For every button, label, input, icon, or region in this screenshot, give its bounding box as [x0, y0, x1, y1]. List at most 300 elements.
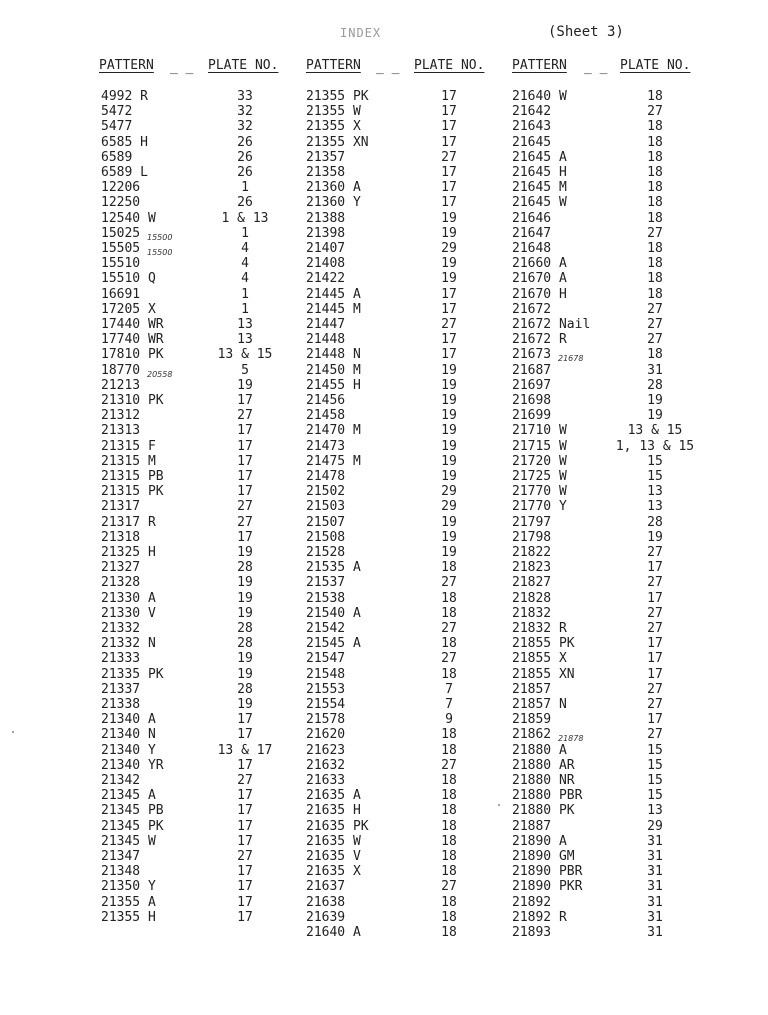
pattern-number: 21797	[512, 514, 552, 530]
column-header-plate-3: PLATE NO.	[620, 58, 691, 73]
plate-number: 17	[237, 393, 253, 408]
plate-number: 27	[441, 621, 457, 636]
column-header-pattern-1: PATTERN	[99, 58, 154, 73]
plate-number: 18	[647, 149, 663, 165]
plate-number: 9	[445, 712, 453, 728]
pattern-number: 21213	[101, 377, 141, 393]
pattern-number: 21358	[306, 165, 346, 180]
pattern-number: 21355 H	[101, 909, 156, 925]
pattern-number: 21317	[101, 499, 141, 515]
plate-number: 27	[647, 697, 663, 712]
plate-number: 15	[647, 453, 663, 469]
pattern-number: 4992 R	[101, 89, 148, 104]
plate-number: 27	[237, 773, 253, 788]
plate-number: 29	[647, 818, 663, 834]
pattern-number: 21670 H	[512, 286, 567, 302]
pattern-number: 21892 R	[512, 909, 567, 925]
pattern-number: 21318	[101, 529, 141, 545]
plate-number: 27	[647, 621, 663, 636]
pattern-number: 21540 A	[306, 605, 361, 621]
pattern-number: 21770 Y	[512, 499, 567, 515]
plate-number: 18	[441, 560, 457, 576]
table-row	[0, 682, 768, 697]
table-row	[0, 606, 768, 621]
pattern-number: 21388	[306, 210, 346, 226]
plate-number: 19	[441, 423, 457, 439]
plate-number: 19	[441, 529, 457, 545]
table-row	[0, 423, 768, 438]
pattern-number: 21340 A	[101, 712, 156, 728]
plate-number: 17	[647, 560, 663, 576]
table-row	[0, 864, 768, 879]
plate-number: 19	[237, 575, 253, 591]
plate-number: 1	[241, 286, 249, 302]
table-row	[0, 758, 768, 773]
pattern-number: 21507	[306, 514, 346, 530]
pattern-number: 21635 A	[306, 788, 361, 804]
plate-number: 27	[441, 149, 457, 165]
table-row	[0, 89, 768, 104]
plate-number: 18	[441, 666, 457, 682]
pattern-number: 21475 M	[306, 453, 361, 469]
pattern-number: 21448	[306, 332, 346, 348]
pattern-number: 21715 W	[512, 438, 567, 454]
plate-number: 27	[647, 727, 663, 743]
plate-number: 17	[237, 453, 253, 469]
plate-number: 18	[647, 180, 663, 196]
plate-number: 1	[241, 225, 249, 241]
pattern-number: 21637	[306, 879, 346, 895]
table-row	[0, 712, 768, 727]
plate-number: 15	[647, 469, 663, 484]
plate-number: 18	[647, 195, 663, 211]
plate-number: 19	[647, 393, 663, 408]
pattern-number: 21547	[306, 651, 346, 667]
plate-number: 32	[237, 104, 253, 120]
pattern-number: 21447	[306, 317, 346, 332]
plate-number: 31	[647, 849, 663, 864]
pattern-number: 21355 PK	[306, 89, 369, 104]
pattern-number: 16691	[101, 286, 141, 302]
table-row	[0, 727, 768, 742]
plate-number: 18	[441, 818, 457, 834]
plate-number: 19	[237, 377, 253, 393]
table-row	[0, 879, 768, 894]
plate-number: 19	[441, 545, 457, 560]
plate-number: 27	[237, 849, 253, 864]
plate-number: 17	[441, 301, 457, 317]
handwritten-annotation: 15500	[147, 248, 173, 257]
pattern-number: 21445 A	[306, 286, 361, 302]
plate-number: 19	[441, 469, 457, 484]
plate-number: 19	[441, 438, 457, 454]
table-row	[0, 211, 768, 226]
pattern-number: 21313	[101, 423, 141, 439]
pattern-number: 21672 R	[512, 332, 567, 348]
pattern-number: 21828	[512, 590, 552, 606]
plate-number: 27	[237, 499, 253, 515]
table-row	[0, 180, 768, 195]
table-row	[0, 302, 768, 317]
pattern-number: 17740 WR	[101, 332, 164, 348]
plate-number: 17	[237, 879, 253, 895]
pattern-number: 21422	[306, 271, 346, 287]
plate-number: 5	[241, 362, 249, 378]
pattern-number: 21450 M	[306, 362, 361, 378]
plate-number: 17	[647, 590, 663, 606]
pattern-number: 15510	[101, 256, 141, 272]
pattern-number: 21350 Y	[101, 879, 156, 895]
plate-number: 13	[647, 484, 663, 500]
table-row	[0, 651, 768, 666]
pattern-number: 21330 V	[101, 605, 156, 621]
plate-number: 17	[441, 89, 457, 104]
pattern-number: 21623	[306, 742, 346, 758]
plate-number: 17	[237, 788, 253, 804]
table-row	[0, 773, 768, 788]
pattern-number: 21537	[306, 575, 346, 591]
plate-number: 18	[647, 165, 663, 180]
table-row	[0, 484, 768, 499]
pattern-number: 21770 W	[512, 484, 567, 500]
pattern-number: 21887	[512, 818, 552, 834]
plate-number: 17	[237, 864, 253, 880]
pattern-number: 21687	[512, 362, 552, 378]
pattern-number: 21710 W	[512, 423, 567, 439]
pattern-number: 21640 A	[306, 925, 361, 940]
pattern-number: 21635 H	[306, 803, 361, 819]
plate-number: 27	[647, 681, 663, 697]
plate-number: 19	[441, 210, 457, 226]
pattern-number: 21357	[306, 149, 346, 165]
pattern-number: 21348	[101, 864, 141, 880]
pattern-number: 21639	[306, 909, 346, 925]
plate-number: 15	[647, 773, 663, 788]
plate-number: 31	[647, 833, 663, 849]
plate-number: 27	[647, 301, 663, 317]
table-row	[0, 439, 768, 454]
plate-number: 17	[647, 666, 663, 682]
plate-number: 7	[445, 681, 453, 697]
pattern-number: 21528	[306, 545, 346, 560]
pattern-number: 21470 M	[306, 423, 361, 439]
pattern-number: 21337	[101, 681, 141, 697]
plate-number: 27	[647, 545, 663, 560]
table-row	[0, 667, 768, 682]
pattern-number: 12540 W	[101, 210, 156, 226]
plate-number: 4	[241, 241, 249, 256]
plate-number: 27	[647, 575, 663, 591]
pattern-number: 21645 H	[512, 165, 567, 180]
handwritten-annotation: 20558	[147, 369, 173, 379]
pattern-number: 21327	[101, 560, 141, 576]
pattern-number: 21890 A	[512, 833, 567, 849]
table-row	[0, 895, 768, 910]
pattern-number: 21892	[512, 894, 552, 910]
plate-number: 19	[237, 666, 253, 682]
pattern-number: 21855 XN	[512, 666, 575, 682]
plate-number: 13	[237, 332, 253, 348]
pattern-number: 21340 Y	[101, 742, 156, 758]
plate-number: 18	[441, 727, 457, 743]
plate-number: 18	[441, 925, 457, 940]
plate-number: 13 & 15	[217, 347, 273, 363]
pattern-number: 21890 GM	[512, 849, 575, 864]
table-row	[0, 271, 768, 286]
pattern-number: 21698	[512, 393, 552, 408]
table-row	[0, 287, 768, 302]
plate-number: 18	[647, 134, 663, 150]
plate-number: 17	[441, 165, 457, 180]
plate-number: 17	[441, 104, 457, 120]
column-header-pattern-2: PATTERN	[306, 58, 361, 73]
pattern-number: 21832	[512, 605, 552, 621]
table-row	[0, 393, 768, 408]
pattern-number: 21645 M	[512, 180, 567, 196]
pattern-number: 21673	[512, 347, 552, 363]
plate-number: 13 & 17	[217, 742, 273, 758]
table-row	[0, 697, 768, 712]
plate-number: 17	[237, 894, 253, 910]
pattern-number: 21545 A	[306, 636, 361, 652]
plate-number: 18	[647, 286, 663, 302]
pattern-number: 21578	[306, 712, 346, 728]
pattern-number: 21798	[512, 529, 552, 545]
pattern-number: 21632	[306, 757, 346, 773]
pattern-number: 21660 A	[512, 256, 567, 272]
table-row	[0, 621, 768, 636]
plate-number: 28	[237, 560, 253, 576]
pattern-number: 21635 X	[306, 864, 361, 880]
plate-number: 19	[237, 545, 253, 560]
column-header-plate-2: PLATE NO.	[414, 58, 485, 73]
plate-number: 31	[647, 925, 663, 940]
plate-number: 19	[441, 453, 457, 469]
plate-number: 18	[441, 742, 457, 758]
pattern-number: 21893	[512, 925, 552, 940]
plate-number: 27	[647, 317, 663, 332]
pattern-number: 21317 R	[101, 514, 156, 530]
pattern-number: 17810 PK	[101, 347, 164, 363]
plate-number: 29	[441, 484, 457, 500]
plate-number: 27	[441, 651, 457, 667]
pattern-number: 12250	[101, 195, 141, 211]
table-row	[0, 591, 768, 606]
pattern-number: 21645 A	[512, 149, 567, 165]
pattern-number: 21720 W	[512, 453, 567, 469]
pattern-number: 15505	[101, 241, 141, 256]
plate-number: 17	[647, 651, 663, 667]
pattern-number: 5472	[101, 104, 133, 120]
pattern-number: 21408	[306, 256, 346, 272]
pattern-number: 21646	[512, 210, 552, 226]
pattern-number: 21638	[306, 894, 346, 910]
plate-number: 32	[237, 119, 253, 135]
plate-number: 4	[241, 256, 249, 272]
plate-number: 1	[241, 301, 249, 317]
pattern-number: 15025	[101, 225, 141, 241]
margin-mark	[498, 804, 500, 806]
pattern-number: 21633	[306, 773, 346, 788]
plate-number: 17	[237, 484, 253, 500]
plate-number: 31	[647, 879, 663, 895]
plate-number: 19	[441, 362, 457, 378]
pattern-number: 21823	[512, 560, 552, 576]
plate-number: 15	[647, 757, 663, 773]
table-row	[0, 743, 768, 758]
margin-mark	[12, 731, 14, 733]
plate-number: 26	[237, 149, 253, 165]
pattern-number: 6589 L	[101, 165, 148, 180]
pattern-number: 21855 PK	[512, 636, 575, 652]
plate-number: 15	[647, 788, 663, 804]
plate-number: 17	[441, 119, 457, 135]
pattern-number: 21645	[512, 134, 552, 150]
pattern-number: 21360 A	[306, 180, 361, 196]
pattern-number: 21315 M	[101, 453, 156, 469]
plate-number: 18	[647, 210, 663, 226]
plate-number: 17	[647, 712, 663, 728]
pattern-number: 21640 W	[512, 89, 567, 104]
plate-number: 17	[237, 469, 253, 484]
table-row	[0, 363, 768, 378]
plate-number: 18	[441, 590, 457, 606]
plate-number: 15	[647, 742, 663, 758]
plate-number: 29	[441, 241, 457, 256]
pattern-number: 21456	[306, 393, 346, 408]
pattern-number: 21342	[101, 773, 141, 788]
table-row	[0, 515, 768, 530]
plate-number: 17	[237, 818, 253, 834]
pattern-number: 15510 Q	[101, 271, 156, 287]
pattern-number: 21645 W	[512, 195, 567, 211]
pattern-number: 21880 A	[512, 742, 567, 758]
pattern-number: 21635 W	[306, 833, 361, 849]
table-row	[0, 150, 768, 165]
table-row	[0, 560, 768, 575]
pattern-number: 21312	[101, 408, 141, 424]
pattern-number: 21647	[512, 225, 552, 241]
pattern-number: 21355 X	[306, 119, 361, 135]
pattern-number: 12206	[101, 180, 141, 196]
plate-number: 27	[441, 575, 457, 591]
plate-number: 27	[441, 879, 457, 895]
plate-number: 18	[441, 864, 457, 880]
plate-number: 27	[647, 605, 663, 621]
plate-number: 18	[647, 89, 663, 104]
plate-number: 17	[441, 195, 457, 211]
pattern-number: 21880 NR	[512, 773, 575, 788]
pattern-number: 21338	[101, 697, 141, 712]
pattern-number: 21855 X	[512, 651, 567, 667]
plate-number: 31	[647, 864, 663, 880]
pattern-number: 21880 PBR	[512, 788, 583, 804]
pattern-number: 21355 W	[306, 104, 361, 120]
table-row	[0, 332, 768, 347]
plate-number: 13	[237, 317, 253, 332]
pattern-number: 21345 W	[101, 833, 156, 849]
pattern-number: 21333	[101, 651, 141, 667]
plate-number: 28	[237, 636, 253, 652]
table-row	[0, 803, 768, 818]
table-row	[0, 545, 768, 560]
pattern-number: 21347	[101, 849, 141, 864]
pattern-number: 21857 N	[512, 697, 567, 712]
pattern-number: 21398	[306, 225, 346, 241]
plate-number: 13	[647, 499, 663, 515]
pattern-number: 21345 A	[101, 788, 156, 804]
pattern-number: 21880 PK	[512, 803, 575, 819]
pattern-number: 17205 X	[101, 301, 156, 317]
table-row	[0, 454, 768, 469]
pattern-number: 21535 A	[306, 560, 361, 576]
pattern-number: 5477	[101, 119, 133, 135]
pattern-number: 21478	[306, 469, 346, 484]
plate-number: 31	[647, 362, 663, 378]
plate-number: 27	[441, 317, 457, 332]
plate-number: 17	[237, 757, 253, 773]
plate-number: 19	[441, 408, 457, 424]
pattern-number: 21642	[512, 104, 552, 120]
plate-number: 19	[441, 393, 457, 408]
pattern-number: 21315 PB	[101, 469, 164, 484]
pattern-number: 21335 PK	[101, 666, 164, 682]
pattern-number: 21697	[512, 377, 552, 393]
pattern-number: 21862	[512, 727, 552, 743]
plate-number: 19	[237, 697, 253, 712]
plate-number: 1 & 13	[221, 210, 269, 226]
table-row	[0, 226, 768, 241]
plate-number: 19	[237, 651, 253, 667]
plate-number: 17	[441, 347, 457, 363]
plate-number: 18	[441, 833, 457, 849]
plate-number: 13 & 15	[627, 423, 683, 439]
plate-number: 26	[237, 195, 253, 211]
pattern-number: 21553	[306, 681, 346, 697]
plate-number: 29	[441, 499, 457, 515]
plate-number: 1, 13 & 15	[615, 438, 695, 454]
table-row	[0, 378, 768, 393]
index-title: INDEX	[340, 26, 382, 40]
column-header-pattern-3: PATTERN	[512, 58, 567, 73]
plate-number: 33	[237, 89, 253, 104]
pattern-number: 21325 H	[101, 545, 156, 560]
pattern-number: 17440 WR	[101, 317, 164, 332]
plate-number: 4	[241, 271, 249, 287]
pattern-number: 21345 PB	[101, 803, 164, 819]
table-row	[0, 849, 768, 864]
pattern-number: 21340 N	[101, 727, 156, 743]
header-separator: _ _	[170, 60, 194, 75]
plate-number: 13	[647, 803, 663, 819]
table-row	[0, 317, 768, 332]
pattern-number: 21315 PK	[101, 484, 164, 500]
plate-number: 19	[441, 225, 457, 241]
pattern-number: 21648	[512, 241, 552, 256]
pattern-number: 21554	[306, 697, 346, 712]
pattern-number: 21508	[306, 529, 346, 545]
table-row	[0, 819, 768, 834]
pattern-number: 21832 R	[512, 621, 567, 636]
pattern-number: 21502	[306, 484, 346, 500]
plate-number: 27	[441, 757, 457, 773]
pattern-number: 21672 Nail	[512, 317, 591, 332]
table-row	[0, 636, 768, 651]
pattern-number: 21473	[306, 438, 346, 454]
pattern-number: 21725 W	[512, 469, 567, 484]
plate-number: 18	[441, 788, 457, 804]
pattern-number: 21340 YR	[101, 757, 164, 773]
